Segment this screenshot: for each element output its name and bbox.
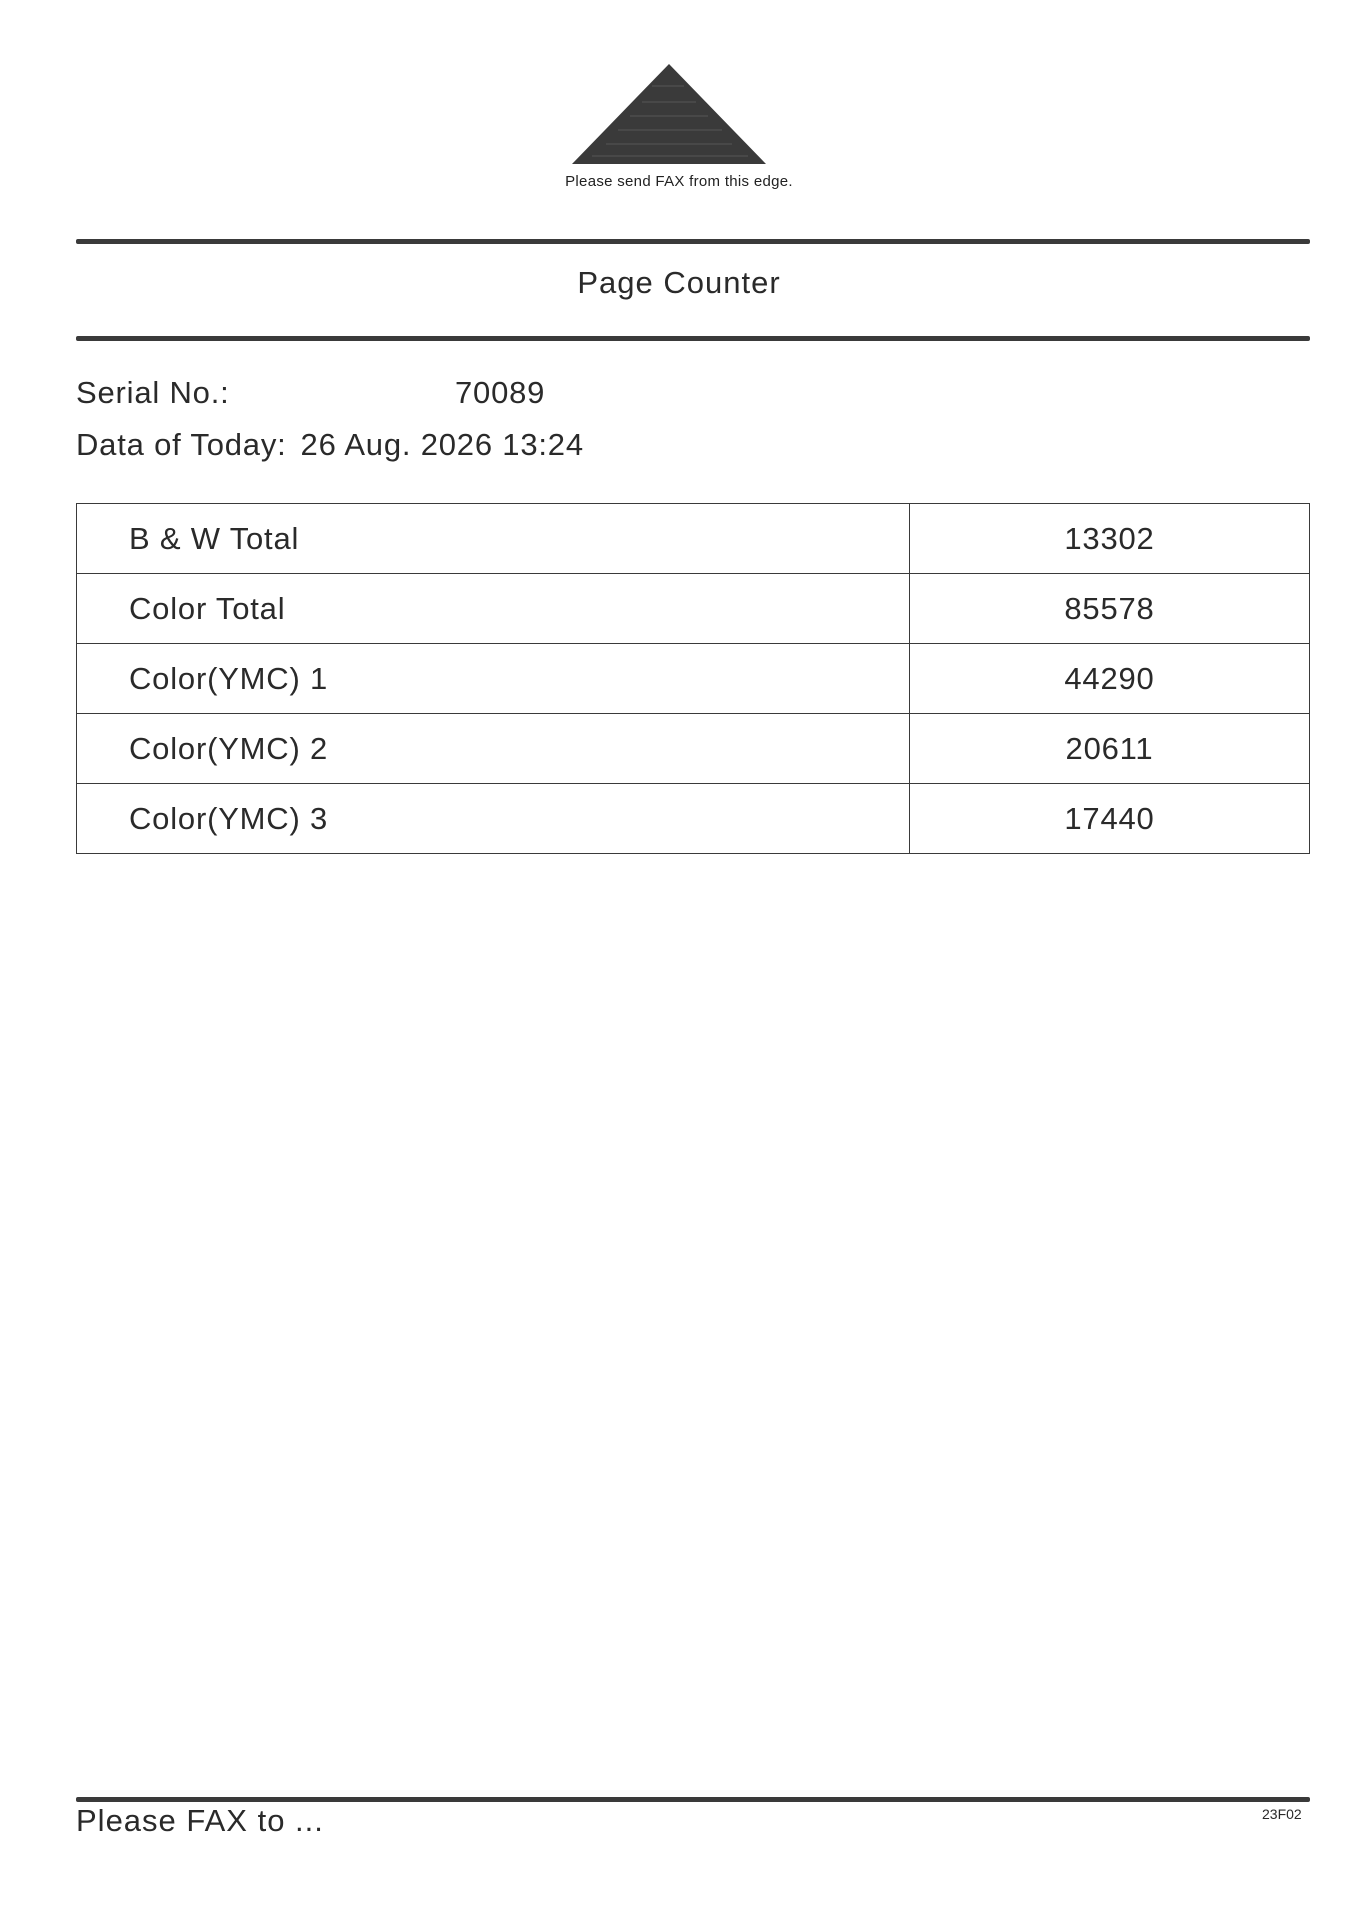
counter-value: 13302 <box>910 504 1310 574</box>
serial-value: 70089 <box>455 375 546 410</box>
table-row <box>77 714 1310 784</box>
counter-label: Color(YMC) 3 <box>77 784 910 854</box>
table-row <box>77 574 1310 644</box>
footer-divider <box>76 1797 1310 1802</box>
page-title: Page Counter <box>577 265 781 300</box>
counter-label: Color(YMC) 2 <box>77 714 910 784</box>
table-row <box>77 784 1310 854</box>
fax-edge-note: Please send FAX from this edge. <box>565 173 793 190</box>
date-value: 26 Aug. 2026 13:24 <box>300 427 584 462</box>
title-divider <box>76 336 1310 341</box>
table-row <box>77 644 1310 714</box>
fax-direction-triangle-icon <box>572 64 766 164</box>
serial-number-line <box>76 375 546 411</box>
counter-value: 20611 <box>910 714 1310 784</box>
date-label: Data of Today: <box>76 427 287 462</box>
counter-table <box>76 503 1310 854</box>
form-code: 23F02 <box>1262 1806 1302 1822</box>
table-row <box>77 504 1310 574</box>
counter-value: 85578 <box>910 574 1310 644</box>
counter-value: 44290 <box>910 644 1310 714</box>
fax-to-note: Please FAX to ... <box>76 1803 324 1838</box>
counter-label: Color Total <box>77 574 910 644</box>
serial-label: Serial No.: <box>76 375 230 410</box>
counter-label: Color(YMC) 1 <box>77 644 910 714</box>
counter-label: B & W Total <box>77 504 910 574</box>
counter-value: 17440 <box>910 784 1310 854</box>
top-divider <box>76 239 1310 244</box>
date-line <box>76 427 584 463</box>
